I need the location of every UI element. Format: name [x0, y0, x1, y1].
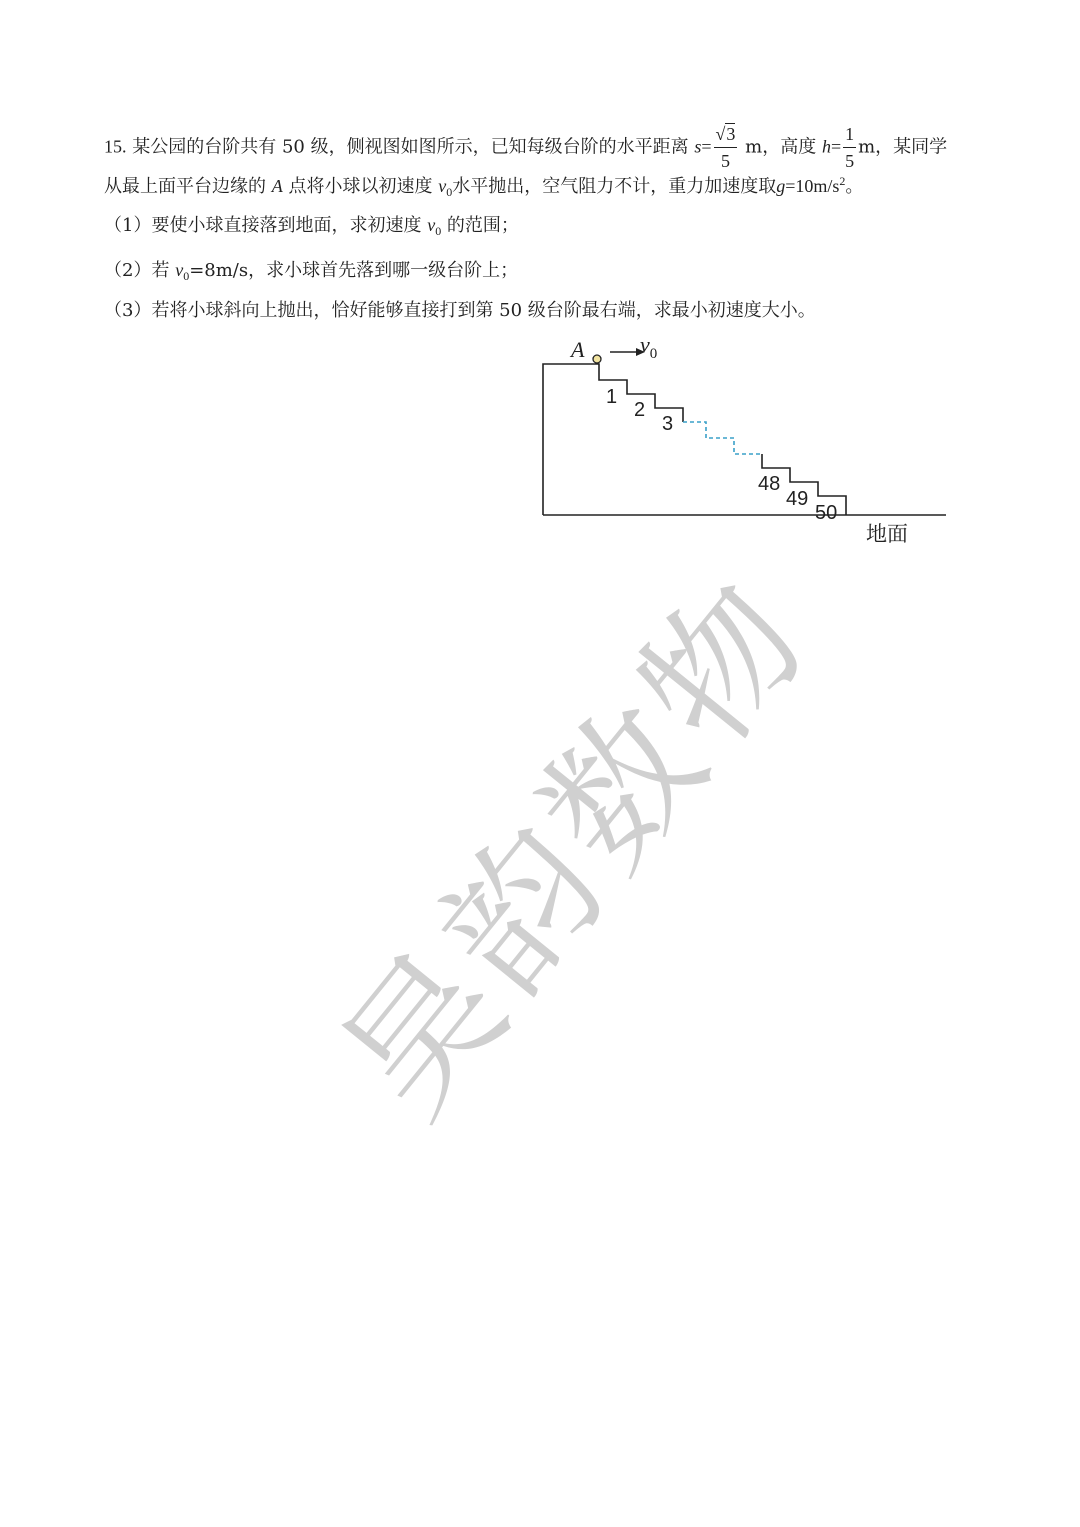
s-variable: s: [694, 136, 702, 157]
q2-label: （2）: [104, 260, 152, 281]
h-equals: =: [830, 136, 842, 157]
q1-label: （1）: [104, 215, 152, 236]
s-frac-numerator: 3: [726, 124, 736, 144]
g-superscript: 2: [839, 174, 846, 188]
h-frac-denominator: 5: [845, 151, 855, 171]
staircase-diagram: [0, 0, 1080, 600]
q1-text-a: 要使小球直接落到地面，求初速度: [151, 215, 422, 236]
step-label-2: 2: [634, 399, 646, 421]
stair-outline: [543, 364, 946, 515]
v-subscript: 0: [446, 185, 453, 199]
g-value: =10m/s: [785, 176, 840, 196]
step-label-50: 50: [815, 502, 838, 524]
step-label-48: 48: [758, 473, 781, 495]
q1-v-subscript: 0: [435, 224, 442, 238]
unit-m1: m，高度: [745, 136, 817, 158]
g-variable: g: [776, 176, 786, 196]
velocity-label: [640, 332, 657, 362]
q2-text-b: =8m/s，求小球首先落到哪一级台阶上；: [189, 260, 519, 281]
step-label-3: 3: [662, 413, 674, 435]
s-equals: =: [701, 136, 712, 157]
problem-text-1a: 某公园的台阶共有 50 级，侧视图如图所示，已知每级台阶的水平距离: [132, 136, 689, 158]
velocity-sub: 0: [649, 346, 658, 362]
q2-text-a: 若: [151, 260, 170, 281]
period: 。: [845, 176, 864, 197]
h-frac-numerator: 1: [843, 121, 856, 148]
problem-text-2b: 点将小球以初速度: [288, 176, 433, 197]
h-variable: h: [821, 136, 831, 157]
q1-text-b: 的范围；: [446, 215, 519, 236]
velocity-v: v: [640, 332, 650, 357]
step-label-49: 49: [786, 488, 809, 510]
watermark-text: 昊韵数物: [310, 546, 844, 1148]
sqrt-symbol: √3: [715, 124, 736, 144]
q3-label: （3）: [104, 300, 152, 321]
point-a-label: A: [571, 337, 585, 362]
ball-a: [593, 355, 601, 363]
problem-number: 15.: [104, 136, 127, 157]
point-a-text: A: [271, 176, 283, 196]
problem-text-2a: 从最上面平台边缘的: [104, 176, 266, 197]
q2-v-variable: v: [175, 260, 184, 280]
ground-label: 地面: [866, 522, 908, 546]
q2-v-subscript: 0: [183, 269, 190, 283]
problem-text-2c: 水平抛出，空气阻力不计，重力加速度取: [452, 176, 777, 197]
q1-v-variable: v: [427, 215, 436, 235]
v-variable: v: [438, 176, 447, 196]
unit-m2: m，某同学: [858, 136, 948, 158]
s-frac-denominator: 5: [720, 151, 730, 171]
q3-text: 若将小球斜向上抛出，恰好能够直接打到第 50 级台阶最右端，求最小初速度大小。: [151, 300, 816, 321]
dashed-steps: [683, 422, 762, 454]
step-label-1: 1: [606, 386, 618, 408]
